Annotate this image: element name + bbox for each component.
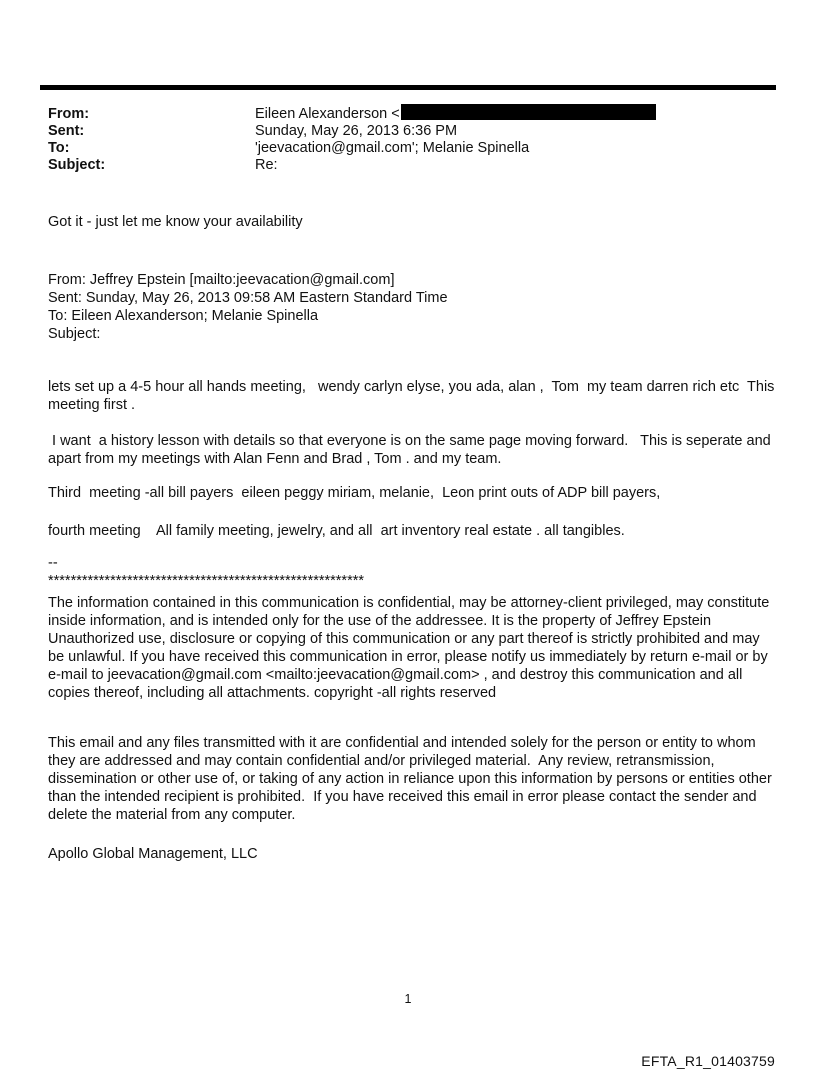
- reply-message-text: Got it - just let me know your availability: [48, 214, 303, 230]
- body-paragraph-4: fourth meeting All family meeting, jewelry, and all art inventory real estate . all tangibles.: [48, 523, 625, 539]
- signature-separator: --: [48, 555, 58, 571]
- from-value: [255, 106, 656, 123]
- company-name: Apollo Global Management, LLC: [48, 846, 258, 862]
- quoted-sent-line: Sent: Sunday, May 26, 2013 09:58 AM Eastern Standard Time: [48, 290, 448, 306]
- sent-label: Sent:: [48, 123, 85, 139]
- redaction-bar: [401, 104, 656, 120]
- email-header-block: [48, 106, 776, 174]
- to-label: To:: [48, 140, 70, 156]
- quoted-subject-line: Subject:: [48, 326, 101, 342]
- document-content: [48, 106, 779, 863]
- header-field-to: [48, 140, 776, 157]
- header-field-subject: [48, 157, 776, 174]
- header-divider-rule: [40, 85, 776, 90]
- to-value: 'jeevacation@gmail.com'; Melanie Spinella: [255, 140, 530, 156]
- from-sender-name: Eileen Alexanderson <: [255, 106, 400, 122]
- header-field-from: [48, 106, 776, 123]
- body-paragraph-3: Third meeting -all bill payers eileen peggy miriam, melanie, Leon print outs of ADP bill payers,: [48, 485, 661, 501]
- confidentiality-disclaimer: The information contained in this communication is confidential, may be attorney-client privileged, may constitute inside information, and is intended only for the use of the addressee. It is the property of Jeffrey Epstein Unauthorized use, disclosure or copying of this communication or any part thereof is strictly prohibited and may be unlawful. If you have received this communication in error, please notify us immediately by return e-mail or by e-mail to jeevacation@gmail.com <mailto:jeevacation@gmail.com> , and destroy this communication and all copies thereof, including all attachments. copyright -all rights reserved: [48, 595, 774, 701]
- body-paragraph-2: I want a history lesson with details so that everyone is on the same page moving forward. This is seperate and apart from my meetings with Alan Fenn and Brad , Tom . and my team.: [48, 433, 775, 467]
- apollo-disclaimer: This email and any files transmitted with it are confidential and intended solely for the person or entity to whom they are addressed and may contain confidential and/or privileged material. Any review, retransmission, dissemination or other use of, or taking of any action in reliance upon this information by persons or entities other than the intended recipient is prohibited. If you have received this email in error please contact the sender and delete the material from any computer.: [48, 735, 776, 823]
- header-field-sent: [48, 123, 776, 140]
- from-label: From:: [48, 106, 90, 122]
- body-paragraph-1: lets set up a 4-5 hour all hands meeting, wendy carlyn elyse, you ada, alan , Tom my team darren rich etc This meeting first .: [48, 379, 779, 413]
- quoted-to-line: To: Eileen Alexanderson; Melanie Spinella: [48, 308, 319, 324]
- asterisk-divider-line: ********************************************************: [48, 573, 364, 589]
- signature-block: [48, 554, 776, 590]
- bates-number: EFTA_R1_01403759: [641, 1053, 775, 1069]
- subject-value: Re:: [255, 157, 278, 173]
- quoted-from-line: From: Jeffrey Epstein [mailto:jeevacation@gmail.com]: [48, 272, 395, 288]
- quoted-email-header: [48, 271, 776, 343]
- subject-label: Subject:: [48, 157, 106, 173]
- sent-value: Sunday, May 26, 2013 6:36 PM: [255, 123, 458, 139]
- page-number: 1: [404, 992, 412, 1006]
